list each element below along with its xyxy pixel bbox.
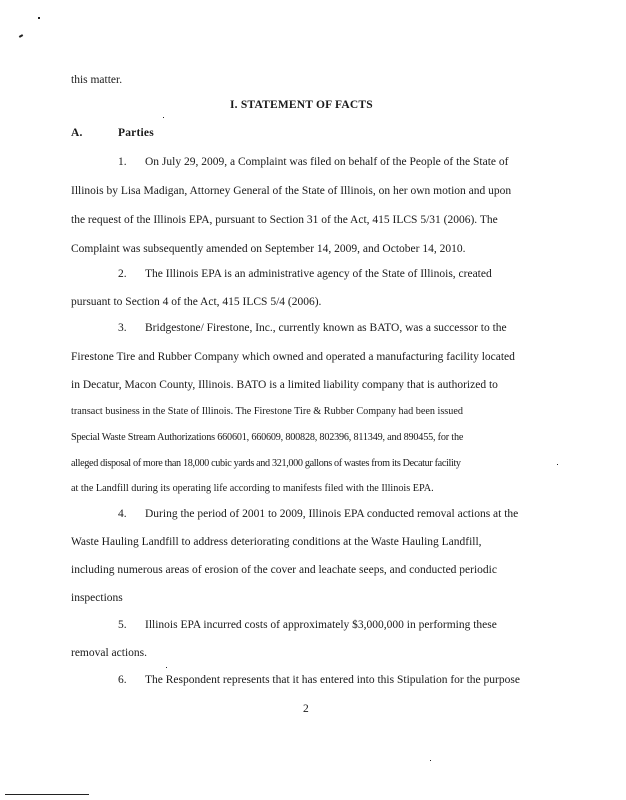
scan-speck <box>163 117 164 118</box>
paragraph-number: 6. <box>118 674 127 686</box>
section-heading: I. STATEMENT OF FACTS <box>230 99 373 111</box>
paragraph-line: alleged disposal of more than 18,000 cubic yards and 321,000 gallons of wastes from its Decatur facility <box>71 458 461 469</box>
paragraph-number: 2. <box>118 268 127 280</box>
scan-speck <box>38 17 40 19</box>
paragraph-line: Waste Hauling Landfill to address deteriorating conditions at the Waste Hauling Landfill, <box>71 536 482 548</box>
paragraph-line: in Decatur, Macon County, Illinois. BATO is a limited liability company that is authorized to <box>71 379 498 391</box>
page-number: 2 <box>303 703 309 715</box>
paragraph-line: During the period of 2001 to 2009, Illinois EPA conducted removal actions at the <box>145 508 519 520</box>
paragraph-number: 1. <box>118 156 127 168</box>
paragraph-line: inspections <box>71 592 123 604</box>
paragraph-line: Illinois by Lisa Madigan, Attorney General of the State of Illinois, on her own motion and upon <box>71 185 512 197</box>
scan-speck <box>557 464 558 465</box>
paragraph-number: 5. <box>118 619 127 631</box>
scan-speck <box>166 667 167 668</box>
paragraph-line: Firestone Tire and Rubber Company which owned and operated a manufacturing facility located <box>71 351 515 363</box>
paragraph-line: Illinois EPA incurred costs of approximately $3,000,000 in performing these <box>145 619 497 631</box>
paragraph-line: transact business in the State of Illinois. The Firestone Tire & Rubber Company had been issued <box>71 406 463 417</box>
paragraph-line: The Illinois EPA is an administrative agency of the State of Illinois, created <box>145 268 492 280</box>
paragraph-line: the request of the Illinois EPA, pursuant to Section 31 of the Act, 415 ILCS 5/31 (2006). The <box>71 214 498 226</box>
footnote-rule <box>5 794 89 795</box>
subsection-letter: A. <box>71 127 83 139</box>
paragraph-line: Special Waste Stream Authorizations 660601, 660609, 800828, 802396, 811349, and 890455, for the <box>71 432 464 443</box>
paragraph-line: Bridgestone/ Firestone, Inc., currently known as BATO, was a successor to the <box>145 322 507 334</box>
paragraph-number: 3. <box>118 322 127 334</box>
paragraph-line: On July 29, 2009, a Complaint was filed on behalf of the People of the State of <box>145 156 509 168</box>
paragraph-line: including numerous areas of erosion of the cover and leachate seeps, and conducted periodic <box>71 564 497 576</box>
subsection-title: Parties <box>118 127 154 139</box>
paragraph-line: Complaint was subsequently amended on September 14, 2009, and October 14, 2010. <box>71 243 466 255</box>
paragraph-line: at the Landfill during its operating life according to manifests filed with the Illinois EPA. <box>71 483 434 494</box>
paragraph-line: The Respondent represents that it has entered into this Stipulation for the purpose <box>145 674 520 686</box>
paragraph-line: pursuant to Section 4 of the Act, 415 ILCS 5/4 (2006). <box>71 296 322 308</box>
paragraph-number: 4. <box>118 508 127 520</box>
paragraph-line: removal actions. <box>71 647 148 659</box>
scan-speck <box>19 34 23 38</box>
top-line: this matter. <box>71 74 123 86</box>
scan-speck <box>430 760 431 761</box>
